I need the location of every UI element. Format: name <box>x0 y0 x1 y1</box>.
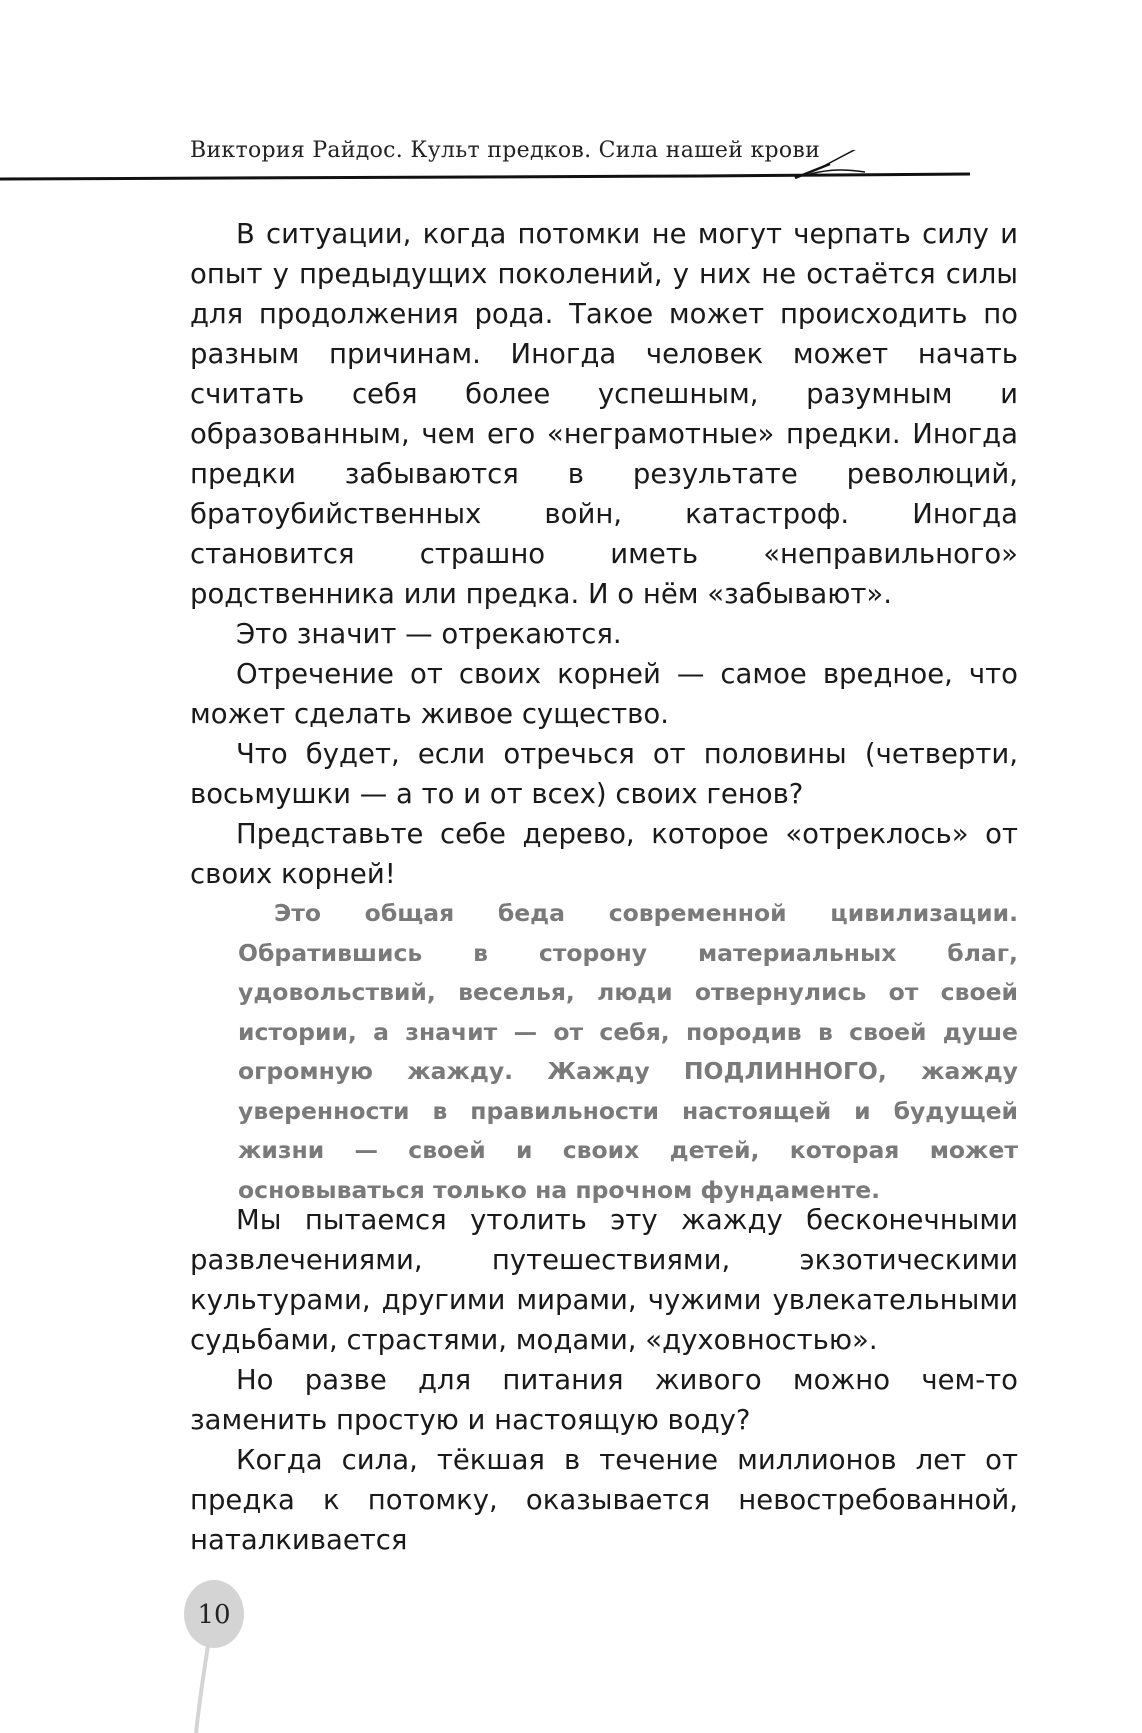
callout-block <box>238 894 1018 1210</box>
paragraph: Мы пытаемся утолить эту жажду бесконечными развлечениями, путешествиями, экзотическими культурами, другими мирами, чужими увлекательными судьбами, страстями, модами, «духовностью». <box>190 1204 1018 1356</box>
paragraph: В ситуации, когда потомки не могут черпать силу и опыт у предыдущих поколений, у них не остаётся силы для продолжения рода. Такое может происходить по разным причинам. Иногда человек может начать считать себя более успешным, разумным и образованным, чем его «неграмотные» предки. Иногда предки забываются в результате революций, братоубийственных войн, катастроф. Иногда становится страшно иметь «неправильного» родственника или предка. И о нём «забывают». <box>190 218 1018 610</box>
folio <box>178 1576 250 1652</box>
paragraph: Но разве для питания живого можно чем-то заменить простую и настоящую воду? <box>190 1364 1018 1436</box>
body-text-continued <box>190 1200 1018 1560</box>
callout-text: Это общая беда современной цивилизации. Обратившись в сторону материальных благ, удовольствий, веселья, люди отвернулись от своей истории, а значит — от себя, породив в своей душе огромную жажду. Жажду ПОДЛИННОГО, жажду уверенности в правильности настоящей и будущей жизни — своей и своих детей, которая может основываться только на прочном фундаменте. <box>238 899 1018 1204</box>
header-rule-swash-b <box>820 150 858 168</box>
page-number: 10 <box>197 1600 231 1630</box>
running-title: Виктория Райдос. Культ предков. Сила нашей крови <box>190 138 821 163</box>
paragraph: Отречение от своих корней — самое вредное, что может сделать живое существо. <box>190 658 1018 730</box>
header-rule <box>0 150 1142 200</box>
paragraph: Представьте себе дерево, которое «отреклось» от своих корней! <box>190 818 1018 890</box>
paragraph: Когда сила, тёкшая в течение миллионов лет от предка к потомку, оказывается невостребованной, наталкивается <box>190 1444 1018 1556</box>
paragraph: Это значит — отрекаются. <box>236 618 622 650</box>
body-text <box>190 214 1018 894</box>
paragraph: Что будет, если отречься от половины (четверти, восьмушки — а то и от всех) своих генов? <box>190 738 1018 810</box>
header-rule-line <box>0 174 970 179</box>
folio-drop-stem <box>196 1646 208 1733</box>
